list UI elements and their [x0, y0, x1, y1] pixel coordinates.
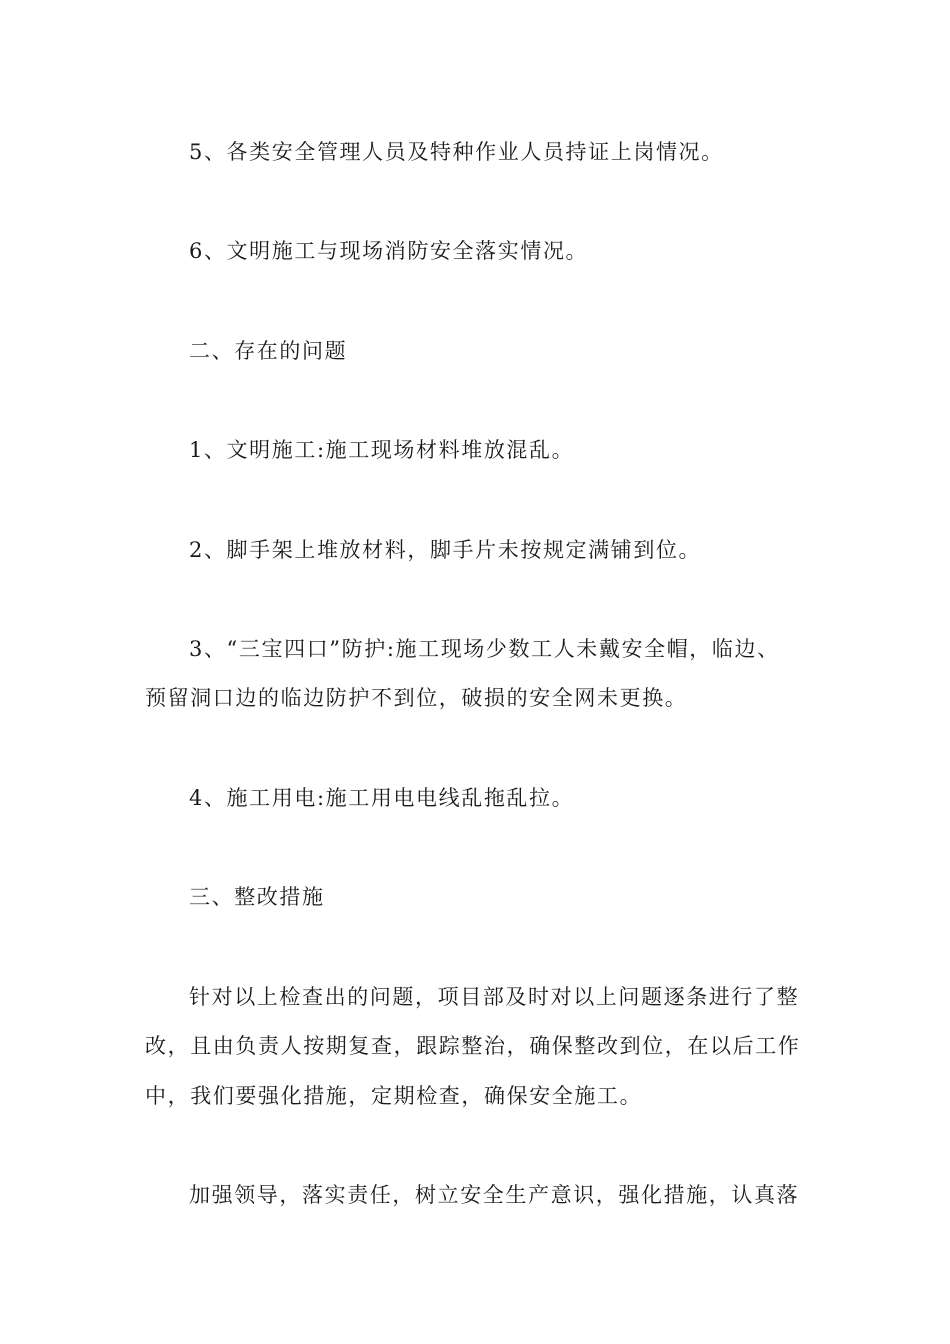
paragraph-leadership-line-1: 加强领导，落实责任，树立安全生产意识，强化措施，认真落: [189, 1183, 800, 1207]
text-line-problem-2: 2、脚手架上堆放材料，脚手片未按规定满铺到位。: [189, 538, 702, 562]
text-line-problem-1: 1、文明施工:施工现场材料堆放混乱。: [189, 438, 575, 462]
text-line-problem-4: 4、施工用电:施工用电电线乱拖乱拉。: [189, 786, 575, 810]
text-line-problem-3: 3、“三宝四口”防护:施工现场少数工人未戴安全帽，临边、: [189, 637, 780, 661]
paragraph-measures-line-3: 中，我们要强化措施，定期检查，确保安全施工。: [145, 1084, 643, 1108]
text-line-item-6: 6、文明施工与现场消防安全落实情况。: [189, 239, 589, 263]
paragraph-measures-line-2: 改，且由负责人按期复查，跟踪整治，确保整改到位，在以后工作: [145, 1034, 801, 1058]
text-line-problem-3-cont: 预留洞口边的临边防护不到位，破损的安全网未更换。: [145, 686, 688, 710]
paragraph-measures-line-1: 针对以上检查出的问题，项目部及时对以上问题逐条进行了整: [189, 985, 800, 1009]
section-heading-problems: 二、存在的问题: [189, 339, 348, 363]
section-heading-measures: 三、整改措施: [189, 885, 325, 909]
text-line-item-5: 5、各类安全管理人员及特种作业人员持证上岗情况。: [189, 140, 724, 164]
